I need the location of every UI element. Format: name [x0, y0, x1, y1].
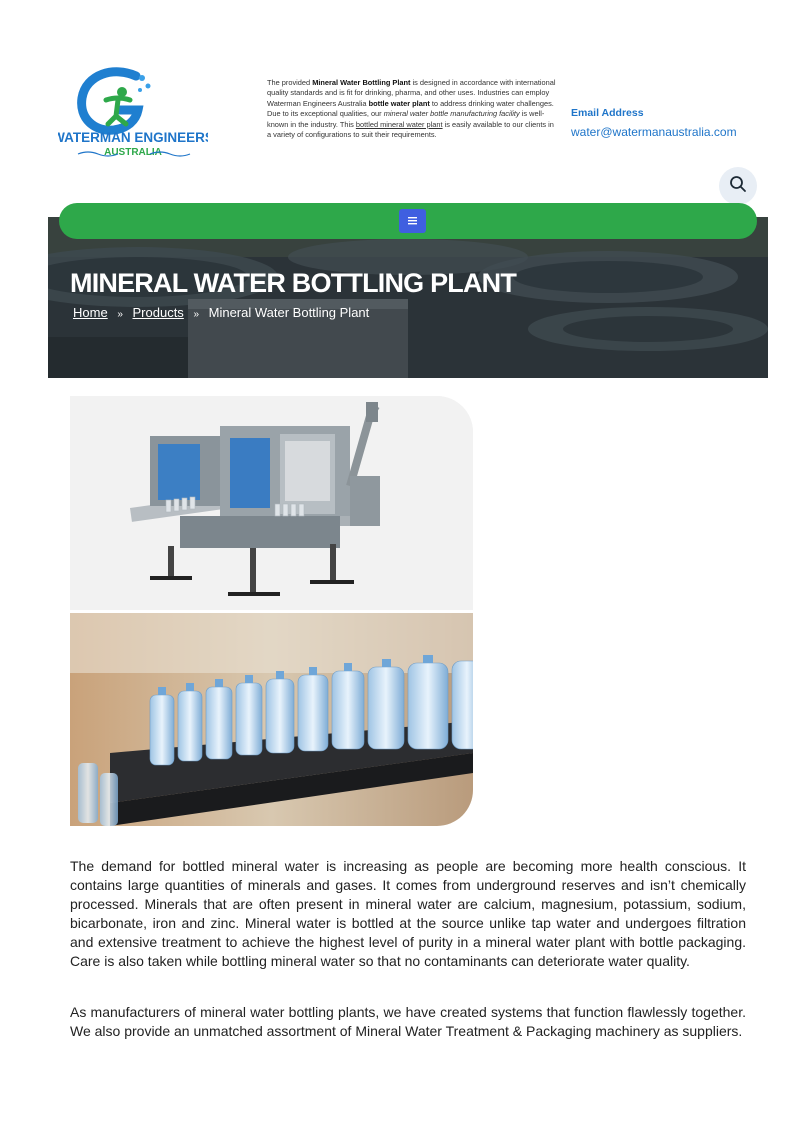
- intro-italic-facility: mineral water bottle manufacturing facility: [383, 109, 520, 119]
- intro-text: [267, 78, 557, 140]
- intro-text-part: is designed in accordance with international quality standards and is fit for drinking, pharma, and other uses. Industries can employ Waterman Engineers Australia: [267, 78, 556, 108]
- email-link[interactable]: water@watermanaustralia.com: [571, 125, 737, 139]
- breadcrumb-separator: »: [117, 309, 123, 320]
- intro-text-part: to address drinking water challenges. Due to its exceptional qualities, our: [267, 98, 554, 119]
- breadcrumb: [73, 305, 369, 320]
- breadcrumb-current: Mineral Water Bottling Plant: [208, 305, 370, 320]
- breadcrumb-home-link[interactable]: Home: [73, 305, 108, 320]
- menu-toggle-button[interactable]: [399, 209, 426, 233]
- bottles-on-conveyor-image: [70, 613, 473, 826]
- intro-underline-plant: bottled mineral water plant: [355, 119, 443, 129]
- page-title: MINERAL WATER BOTTLING PLANT: [70, 268, 517, 298]
- search-button[interactable]: [719, 167, 757, 205]
- company-logo[interactable]: [58, 66, 208, 158]
- description-paragraph-2: As manufacturers of mineral water bottling plants, we have created systems that function flawlessly together. We also provide an unmatched assortment of Mineral Water Treatment & Packaging machinery as suppliers.: [70, 1004, 746, 1039]
- breadcrumb-separator: »: [193, 309, 199, 320]
- intro-text-part: is easily available to our clients in a variety of configurations to suit their requirements.: [267, 119, 554, 140]
- intro-text-part: is well-known in the industry. This: [267, 109, 545, 129]
- intro-highlight-plant: Mineral Water Bottling Plant: [312, 78, 411, 87]
- intro-highlight-bottle-plant: bottle water plant: [368, 98, 430, 108]
- bottling-machine-image: [70, 396, 473, 610]
- email-label: Email Address: [571, 107, 644, 119]
- intro-text-part: The provided: [267, 78, 313, 87]
- logo-brand-line1: WATERMAN ENGINEERS: [58, 130, 208, 145]
- description-paragraph-1: The demand for bottled mineral water is increasing as people are becoming more health conscious. It contains large quantities of minerals and gases. It comes from underground reserves and isn’t chemically processed. Minerals that are often present in mineral water are calcium, magnesium, potassium, sodium, bicarbonate, iron and zinc. Mineral water is bottled at the source unlike tap water and undergoes filtration and extensive treatment to achieve the highest level of purity in a mineral water plant with bottle packaging. Care is also taken while bottling mineral water so that no contaminants can deteriorate water quality.: [70, 858, 746, 969]
- menu-icon: [408, 212, 417, 230]
- search-icon: [729, 175, 747, 198]
- breadcrumb-products-link[interactable]: Products: [132, 305, 184, 320]
- logo-brand-line2: AUSTRALIA: [104, 147, 162, 158]
